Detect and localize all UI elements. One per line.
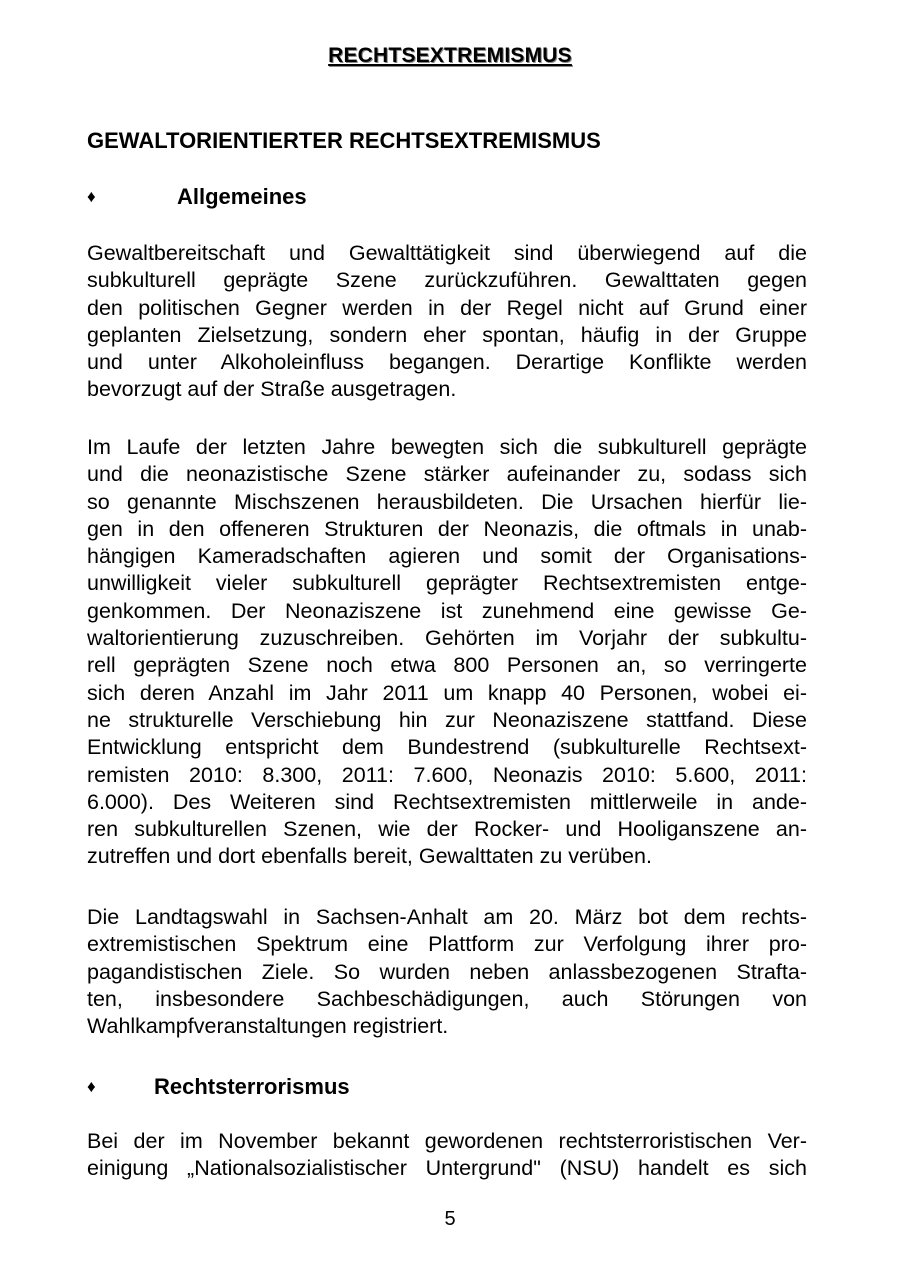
subsection-heading-allgemeines: [87, 184, 307, 210]
text-line: Entwicklung entspricht dem Bundestrend (subkulturelle Rechtsext-: [87, 735, 807, 760]
text-line: remisten 2010: 8.300, 2011: 7.600, Neonazis 2010: 5.600, 2011:: [87, 762, 807, 787]
text-line: ren subkulturellen Szenen, wie der Rocker- und Hooliganszene an-: [87, 817, 807, 842]
text-line: ne strukturelle Verschiebung hin zur Neonaziszene stattfand. Diese: [87, 707, 807, 732]
text-line: bevorzugt auf der Straße ausgetragen.: [87, 377, 457, 402]
subsection-heading-rechtsterrorismus: [87, 1074, 350, 1100]
text-line: Wahlkampfveranstaltungen registriert.: [87, 1014, 449, 1039]
text-line: pagandistischen Ziele. So wurden neben anlassbezogenen Strafta-: [87, 959, 807, 984]
text-line: sich deren Anzahl im Jahr 2011 um knapp 40 Personen, wobei ei-: [87, 680, 807, 705]
text-line: und die neonazistische Szene stärker aufeinander zu, sodass sich: [87, 462, 807, 487]
diamond-bullet-icon: ♦: [87, 1077, 96, 1096]
text-line: ten, insbesondere Sachbeschädigungen, auch Störungen von: [87, 986, 807, 1011]
text-line: waltorientierung zuzuschreiben. Gehörten im Vorjahr der subkultu-: [87, 626, 807, 651]
page-header: RECHTSEXTREMISMUS: [328, 44, 572, 67]
text-line: zutreffen und dort ebenfalls bereit, Gewalttaten zu verüben.: [87, 844, 652, 869]
text-line: Gewaltbereitschaft und Gewalttätigkeit sind überwiegend auf die: [87, 241, 807, 265]
text-line: den politischen Gegner werden in der Regel nicht auf Grund einer: [87, 295, 807, 320]
text-line: Bei der im November bekannt gewordenen rechtsterroristischen Ver-: [87, 1129, 807, 1153]
subsection-title: Allgemeines: [177, 184, 307, 209]
text-line: subkulturell geprägte Szene zurückzuführen. Gewalttaten gegen: [87, 268, 807, 293]
text-line: extremistischen Spektrum eine Plattform zur Verfolgung ihrer pro-: [87, 932, 807, 957]
page-number: 5: [444, 1208, 456, 1230]
text-line: so genannte Mischszenen herausbildeten. Die Ursachen hierfür lie-: [87, 489, 807, 514]
subsection-title: Rechtsterrorismus: [154, 1074, 350, 1099]
text-line: 6.000). Des Weiteren sind Rechtsextremisten mittlerweile in ande-: [87, 789, 807, 814]
paragraph-3: [87, 904, 807, 1040]
text-line: gen in den offeneren Strukturen der Neonazis, die oftmals in unab-: [87, 516, 807, 541]
text-line: Die Landtagswahl in Sachsen-Anhalt am 20. März bot dem rechts-: [87, 905, 807, 929]
text-line: hängigen Kameradschaften agieren und somit der Organisations-: [87, 544, 807, 569]
diamond-bullet-icon: ♦: [87, 187, 96, 206]
text-line: geplanten Zielsetzung, sondern eher spontan, häufig in der Gruppe: [87, 322, 807, 347]
text-line: rell geprägten Szene noch etwa 800 Personen an, so verringerte: [87, 653, 807, 678]
text-line: unwilligkeit vieler subkulturell geprägter Rechtsextremisten entge-: [87, 571, 807, 596]
paragraph-1: [87, 240, 807, 404]
text-line: einigung „Nationalsozialistischer Untergrund" (NSU) handelt es sich: [87, 1156, 807, 1181]
text-line: Im Laufe der letzten Jahre bewegten sich die subkulturell geprägte: [87, 435, 807, 459]
text-line: und unter Alkoholeinfluss begangen. Derartige Konflikte werden: [87, 350, 807, 375]
paragraph-4: [87, 1128, 807, 1183]
section-title: GEWALTORIENTIERTER RECHTSEXTREMISMUS: [87, 128, 601, 153]
text-line: genkommen. Der Neonaziszene ist zunehmend eine gewisse Ge-: [87, 598, 807, 623]
paragraph-2: [87, 434, 807, 871]
